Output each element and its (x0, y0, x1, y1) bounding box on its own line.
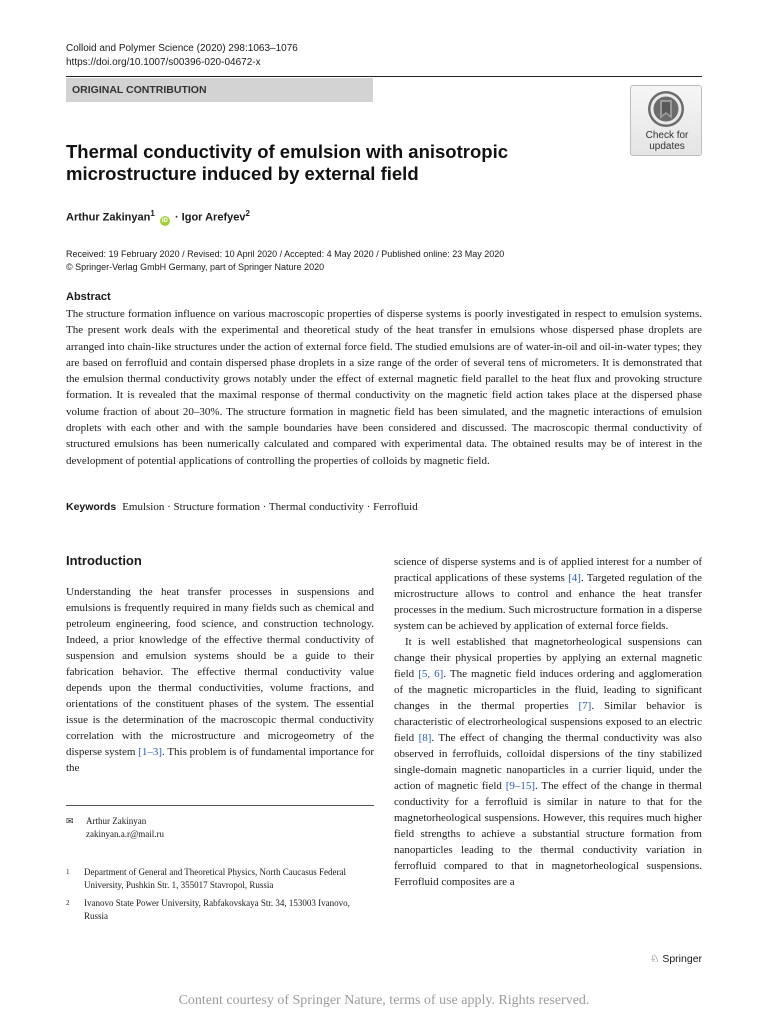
reference-link[interactable]: [4] (568, 572, 581, 584)
publication-dates: Received: 19 February 2020 / Revised: 10 April 2020 / Accepted: 4 May 2020 / Published online: 23 May 2020 (66, 249, 505, 259)
journal-citation: Colloid and Polymer Science (2020) 298:1063–1076 (66, 43, 298, 54)
check-updates-label: Check for updates (645, 130, 689, 152)
author-name[interactable]: Igor Arefyev (181, 211, 246, 224)
keywords-list: Emulsion · Structure formation · Thermal conductivity · Ferrofluid (122, 501, 418, 513)
introduction-heading: Introduction (66, 553, 142, 568)
envelope-icon: ✉ (66, 816, 74, 826)
reference-link[interactable]: [9–15] (505, 780, 536, 792)
corresponding-name: Arthur Zakinyan (86, 816, 147, 826)
section-label: ORIGINAL CONTRIBUTION (66, 78, 373, 102)
check-for-updates-badge[interactable] (630, 85, 702, 156)
reference-link[interactable]: [7] (578, 700, 592, 712)
header-rule (66, 76, 702, 77)
paragraph: It is well established that magnetorheological suspensions can change their physical properties by applying an external magnetic field [5, 6]. The magnetic field induces ordering and agglomeration of the magnetic microparticles in the fluid, leading to significant changes in the thermal properties [7]. Similar behavior is characteristic of electrorheological suspensions exposed to an electric field [8]. The effect of changing the thermal conductivity was also observed in ferrofluids, colloidal dispersions of the tiny stabilized single-domain magnetic nanoparticles in a currier liquid, under the action of magnetic field [9–15]. The effect of the change in thermal conductivity for a ferrofluid is similar in nature to that for the magnetorheological suspensions. However, this requires much higher field strengths to achieve a substantial structure formation from nanoparticles leading to the thermal conductivity variation in ferrofluid compared to that in magnetorheological suspensions. Ferrofluid composites are a (394, 636, 702, 888)
affiliation-1: 1 Department of General and Theoretical Physics, North Caucasus Federal University, Pushkin Str. 1, 355017 Stavropol, Russia (66, 867, 346, 890)
courtesy-notice: Content courtesy of Springer Nature, terms of use apply. Rights reserved. (178, 993, 590, 1008)
abstract-heading: Abstract (66, 291, 111, 303)
author-list (66, 206, 250, 226)
affiliation-2: 2 Ivanovo State Power University, Rabfakovskaya Str. 34, 153003 Ivanovo, Russia (66, 898, 350, 921)
paragraph: science of disperse systems and is of applied interest for a number of practical applications of these systems [4]. Targeted regulation of the microstructure allows to control and enhance the heat transfer processes in the medium. Such microstructure formation in a disperse system can be achieved by application of external force fields. (394, 556, 702, 632)
journal-header (66, 42, 298, 70)
abstract-text: The structure formation influence on various macroscopic properties of disperse systems is poorly investigated in respect to emulsion systems. The present work deals with the experimental and theoretical study of the heat transfer in emulsions whose dispersed phase droplets are arranged into chain-like structures under the action of external force field. The studied emulsions are of water-in-oil and oil-in-water types; they are based on ferrofluid and contain dispersed phase droplets in a size range of the order of several tens of micrometers. It is demonstrated that the emulsion thermal conductivity grows notably under the effect of external magnetic field parallel to the heat flux and provoking structure formation. It is revealed that the maximal response of thermal conductivity on the magnetic field action takes place at the dispersed phase volume fraction of about 20–30%. The structure formation in magnetic field has been simulated, and the magnetic interactions of emulsion droplets with each other and with the sample boundaries have been considered and discussed. The macroscopic thermal conductivity of structured emulsions has been numerically calculated and compared with experimental data. The obtained results may be of interest in the development of potential applications of controlling the properties of colloids by magnetic field. (66, 308, 702, 467)
left-column-text: Understanding the heat transfer processes in suspensions and emulsions is frequently required in many fields such as chemical and petroleum engineering, food science, and construction technology. Indeed, a prior knowledge of the effective thermal conductivity of suspension and emulsion systems should be a guide to their fabrication behavior. The effective thermal conductivity value depends upon the thermal conductivities, volume fractions, and orientations of the constituent phases of the system. The essential issue is the determination of the macroscopic thermal conductivity correlation with the microstructure and microgeometry of the disperse system [1–3]. This problem is of fundamental importance for the (66, 586, 374, 774)
right-column-text (394, 554, 702, 890)
keywords-line (66, 500, 418, 515)
publisher-name: Springer (662, 953, 703, 965)
reference-link[interactable]: [8] (418, 732, 432, 744)
orcid-icon[interactable]: iD (161, 217, 168, 224)
footnote-rule (66, 805, 374, 806)
corresponding-author (66, 815, 165, 839)
author-affiliation-sup: 2 (245, 209, 250, 218)
publisher-logo (650, 952, 702, 966)
author-name[interactable]: Arthur Zakinyan (66, 211, 151, 224)
doi-link[interactable]: https://doi.org/10.1007/s00396-020-04672-x (66, 57, 261, 68)
author-affiliation-sup: 1 (150, 209, 155, 218)
reference-link[interactable]: [1–3] (138, 746, 162, 758)
check-updates-icon (647, 90, 685, 128)
corresponding-email[interactable]: zakinyan.a.r@mail.ru (86, 828, 165, 839)
springer-horse-icon: ♘ (650, 953, 660, 965)
reference-link[interactable]: [5, 6] (418, 668, 444, 680)
paper-title: Thermal conductivity of emulsion with anisotropic microstructure induced by external field (66, 141, 508, 184)
keywords-label: Keywords (66, 501, 117, 513)
author-separator: · (174, 211, 179, 224)
article-history (66, 248, 504, 274)
copyright-notice: © Springer-Verlag GmbH Germany, part of Springer Nature 2020 (66, 262, 325, 272)
